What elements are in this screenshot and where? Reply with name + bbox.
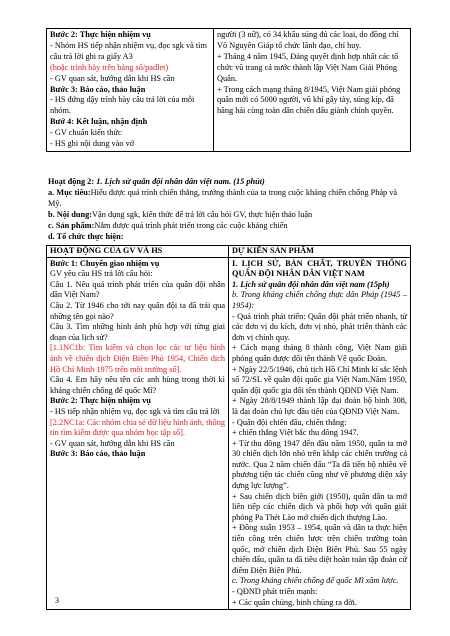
section-heading: I. LỊCH SỬ, BẢN CHẤT, TRUYỀN THỐNG QUÂN ĐỘI NHÂN DÂN VIỆT NAM xyxy=(232,258,407,279)
content-paragraph: + chiến thắng Việt bắc thu đông 1947. xyxy=(232,428,359,438)
top-right-cell xyxy=(214,29,411,152)
step-3-heading: Bước 3: Báo cáo, thảo luận xyxy=(50,84,146,94)
step-4-heading: Bướ 4: Kết luận, nhận định xyxy=(50,117,148,127)
content-paragraph: - Quân đội chiến đấu, chiến thắng: xyxy=(232,417,347,427)
header-expected-product: DỰ KIẾN SẢN PHẨM xyxy=(229,246,411,258)
top-left-cell xyxy=(47,29,214,152)
product-text: Nắm được quá trình phát triển trong các cuộc kháng chiến xyxy=(94,221,288,230)
activities-cell xyxy=(47,257,229,610)
content xyxy=(48,210,410,221)
content-paragraph: - Quá trình phát triển: Quân đội phát triển nhanh, từ các đơn vị du kích, đơn vị nhỏ, phát triển thành các đơn vị chính quy. xyxy=(232,311,407,342)
content-paragraph: + Trong cách mạng tháng 8/1945, Việt Nam giải phóng quân mới có 5000 người, vũ khí gây tày, súng kíp, đã hăng hái cùng toàn dân chiến đấu giành chính quyền. xyxy=(217,84,401,116)
header-teacher-student: HOẠT ĐỘNG CỦA GV VÀ HS xyxy=(47,246,229,258)
subsection-heading: 1. Lịch sử quân đội nhân dân việt nam (15ph) xyxy=(232,279,390,289)
digital-skill-note: [1.1NC1b: Tìm kiếm và chọn lọc các tư liệu hình ảnh về chiến dịch Điện Biên Phủ 1954, Chiến dịch Hồ Chí Minh 1975 trên môi trường số]. xyxy=(50,343,225,374)
step-2-note: (hoặc trình bày trên bảng sổ/padlet) xyxy=(50,62,169,72)
step-3-line: - HS đứng dậy trình bày câu trả lời của mỗi nhóm. xyxy=(50,95,195,116)
digital-skill-note: [2.2NC1a: Các nhóm chia sẻ dữ liệu hình ảnh, thông tin tìm kiếm được qua nhóm học tập số]. xyxy=(50,417,225,438)
step-4-line: - GV chuẩn kiến thức xyxy=(50,128,122,138)
step-2-heading: Bước 2: Thực hiện nhiệm vụ xyxy=(50,30,151,39)
organization-heading: d. Tổ chức thực hiện: xyxy=(48,232,124,241)
step-4-line: - HS ghi nội dung vào vở xyxy=(50,139,135,149)
activity-title-text: 1. Lịch sử quân đội nhân dân việt nam. (15 phút) xyxy=(96,177,265,186)
activity-line: - GV quan sát, hướng dẫn khi HS cần xyxy=(50,438,175,448)
step-3-heading: Bước 3: Báo cáo, thảo luận xyxy=(50,449,146,459)
page-number: 3 xyxy=(55,596,59,605)
question-4: Câu 4. Em hãy nêu tên các anh hùng trong thời kì kháng chiến chống đế quốc Mĩ? xyxy=(50,375,225,395)
content-paragraph: + Từ thu đông 1947 đến đầu năm 1950, quân ta mở 30 chiến dịch lớn nhỏ trên khắp các chiến trường cả nước. Qua 2 năm chiến đấu “Ta đã tiến bộ nhiều về phương tiện tác chiến cũng như về phương diện xây dựng lực lượng”. xyxy=(232,438,407,491)
content-paragraph: + Ngày 22/5/1946, chủ tịch Hồ Chí Minh kí sắc lệnh số 72/SL về quân đội quốc gia Việt Nam.Năm 1950, quân đội quốc gia đổi tên thành QĐND Việt Nam. xyxy=(232,364,407,395)
product xyxy=(48,221,410,232)
question-3: Câu 3. Tìm những hình ảnh phù hợp với từng giai đoạn của lịch sử? xyxy=(50,322,225,342)
content-text: Vận dụng sgk, kiến thức để trả lời câu hỏi GV, thực hiện thảo luận xyxy=(92,210,313,219)
objective-text: Hiểu được quá trình chiến thắng, trưởng thành của ta trong cuộc kháng chiến chống Pháp và Mỹ. xyxy=(48,188,398,208)
objective xyxy=(48,188,410,210)
period-heading: b. Trong kháng chiến chống thực dân Pháp (1945 – 1954): xyxy=(232,290,407,310)
step-2-line: - Nhóm HS tiếp nhận nhiệm vụ, đọc sgk và tìm câu trả lời ghi ra giấy A3 xyxy=(50,40,207,61)
content-paragraph: + Sau chiến dịch biên giới (1950), quân dân ta mở liên tiếp các chiến dịch và phối hợp với quân giải phóng Pa Thét Lào mở chiến dịch thượng Lào. xyxy=(232,491,407,522)
period-heading: c. Trong kháng chiến chống đế quốc Mĩ xâm lược. xyxy=(232,576,399,586)
content-paragraph: + Các quân chủng, binh chủng ra đời. xyxy=(232,597,357,607)
content-label: b. Nội dung: xyxy=(48,210,93,219)
content-paragraph: + Ngày 28/8/1949 thành lập đại đoàn bộ binh 308, là đại đoàn chủ lực đầu tiên của QĐND Việt Nam. xyxy=(232,396,407,416)
content-paragraph: + Cách mạng tháng 8 thành công, Việt Nam giải phóng quân được đổi tên thành Vệ quốc Đoàn. xyxy=(232,343,407,363)
content-paragraph: + Đông xuân 1953 – 1954, quân và dân ta thực hiện tiến công trên chiến lược trên chiến trường toàn quốc, mở chiến dịch Điện Biên Phủ. Sau 55 ngày chiến đấu, quân ta đã tiêu diệt hoàn toàn tập đoàn cứ điểm Điện Biên Phủ. xyxy=(232,523,407,575)
main-table xyxy=(46,245,411,610)
step-1-heading: Bước 1: Chuyển giao nhiệm vụ xyxy=(50,258,160,268)
question-1: Câu 1. Nêu quá trình phát triển của quân đội nhân dân Việt Nam? xyxy=(50,279,225,300)
product-label: c. Sản phẩm: xyxy=(48,221,95,230)
activity-title xyxy=(48,177,410,188)
activity-line: - HS tiếp nhận nhiệm vụ, đọc sgk và tìm câu trả lời xyxy=(50,406,220,416)
top-table xyxy=(46,28,411,152)
activity-line: GV yêu cầu HS trả lời câu hỏi: xyxy=(50,269,153,279)
content-paragraph: người (3 nữ), có 34 khẩu súng đủ các loại, do đồng chí Võ Nguyên Giáp tổ chức lãnh đạo, chỉ huy. xyxy=(217,30,399,50)
step-2-line: - GV quan sát, hướng dẫn khi HS cần xyxy=(50,73,175,83)
objective-label: a. Mục tiêu: xyxy=(48,188,91,197)
content-paragraph: - QĐND phát triển mạnh: xyxy=(232,587,318,596)
step-2-heading: Bước 2: Thực hiện nhiệm vụ xyxy=(50,396,151,406)
content-paragraph: + Tháng 4 năm 1945, Đảng quyết định hợp nhất các tổ chức vũ trang cả nước thành lập Việt Nam Giải Phóng Quân. xyxy=(217,51,399,83)
question-2: Câu 2. Từ 1946 cho tới nay quân đội ta đã trải qua những tên gọi nào? xyxy=(50,300,225,321)
products-cell xyxy=(229,257,411,610)
activity-title-prefix: Hoạt động 2: xyxy=(48,177,97,186)
